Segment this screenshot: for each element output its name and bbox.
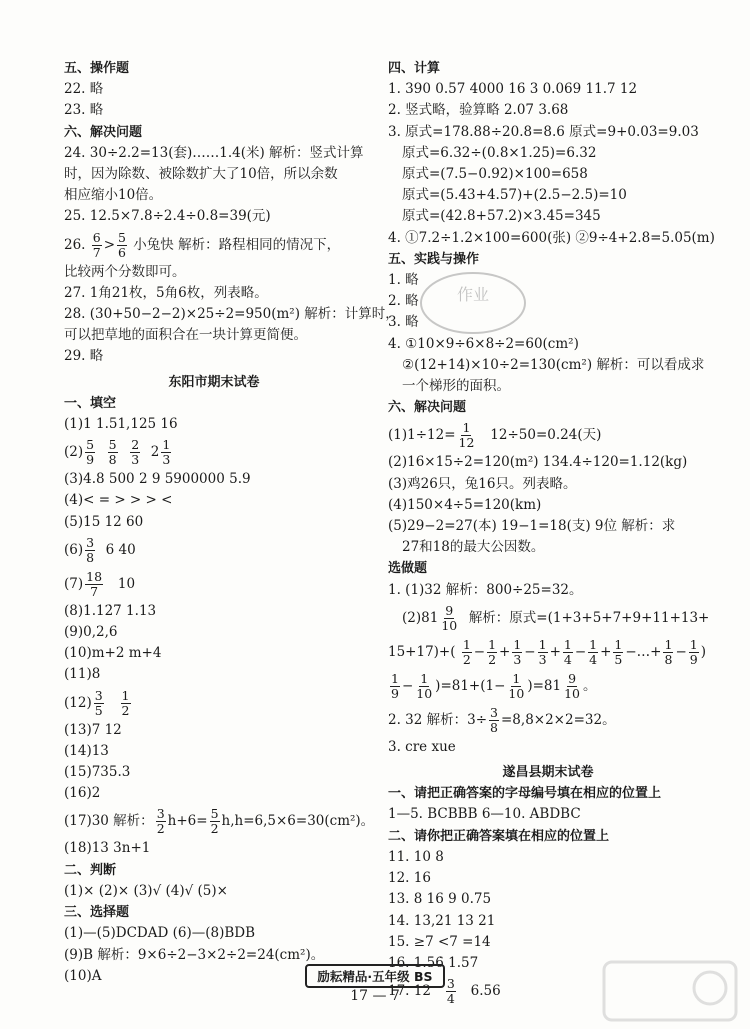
answer-line: (2)16×15÷2=120(m²) 134.4÷120=1.12(kg) <box>388 454 688 471</box>
section-title: 一、请把正确答案的字母编号填在相应的位置上 <box>388 786 662 802</box>
answer-line: 4. ①7.2÷1.2×100=600(张) ②9÷4+2.8=5.05(m) <box>388 229 715 246</box>
operator: − <box>675 643 687 660</box>
answer-line: 原式=(7.5−0.92)×100=658 <box>402 166 588 183</box>
fraction: $\frac{1}{5}$ <box>614 636 623 667</box>
fraction: $\frac{5}{6}$ <box>118 229 126 260</box>
answer-line: (1)1 1.51,125 16 <box>64 416 178 433</box>
exam-title: 遂昌县期末试卷 <box>502 765 594 781</box>
svg-text:作业: 作业 <box>456 285 490 304</box>
answer-line: 1—5. BCBBB 6—10. ABDBC <box>388 806 581 823</box>
section-title: 四、计算 <box>388 61 441 76</box>
answer-line: 3. cre xue <box>388 738 456 755</box>
answer-line: (4)< = > > > < <box>64 492 173 509</box>
section-title: 一、填空 <box>64 395 117 411</box>
answer-line: 3. 略 <box>388 314 419 331</box>
answer-line: 原式=(5.43+4.57)+(2.5−2.5)=10 <box>402 187 627 204</box>
homework-stamp-icon <box>418 268 528 338</box>
answer-line: 23. 略 <box>64 102 104 119</box>
answer-line: (1)—(5)DCDAD (6)—(8)BDB <box>64 925 255 942</box>
answer-line: 一个梯形的面积。 <box>402 378 510 395</box>
answer-line: 16. 1.56̇ 1.57 <box>388 954 479 971</box>
section-title: 三、选择题 <box>64 905 130 921</box>
answer-line: (1)1÷12= $\frac{1}{12}$ 12÷50=0.24(天) <box>388 420 602 451</box>
answer-line: 22. 略 <box>64 81 104 98</box>
answer-line: (9)B 解析：9×6÷2−3×2÷2=24(cm²)。 <box>64 946 325 963</box>
answer-line: 29. 略 <box>64 348 104 365</box>
answer-line: ②(12+14)×10÷2=130(cm²) 解析：可以看成求 <box>402 356 705 373</box>
fraction: $\frac{1}{4}$ <box>563 636 572 667</box>
answer-line: (16)2 <box>64 785 101 802</box>
exam-title: 东阳市期末试卷 <box>168 374 260 390</box>
answer-line: (4)150×4÷5=120(km) <box>388 496 542 513</box>
section-title: 选做题 <box>388 561 428 577</box>
answer-line: (8)1.12̇7̇ 1.13 <box>64 602 157 619</box>
answer-line: 26. $\frac{6}{7}$ > $\frac{5}{6}$ 小兔快 解析：路程相同的情况下， <box>64 229 341 260</box>
operator: −…+ <box>625 643 662 660</box>
section-title: 二、判断 <box>64 862 117 878</box>
answer-line: (5)29−2=27(本) 19−1=18(支) 9位 解析：求 <box>388 518 676 535</box>
answer-line: (6) $\frac{3}{8}$ 6 40 <box>64 534 136 565</box>
page-number: 17 — 7 <box>350 988 400 1004</box>
answer-line: (14)13 <box>64 742 109 759</box>
fraction: $\frac{1}{2}$ <box>488 636 497 667</box>
section-title: 六、解决问题 <box>64 124 143 140</box>
answer-line: 15+17)+( $\frac{1}{2}$ − $\frac{1}{2}$ + $\frac{1}{3}$ − $\frac{1}{3}$ + $\frac{1}{4}$ − $\frac{1}{4}$ + $\frac{1}{5}$ −…+ $\frac{1}{8}$ − $\frac{1}{9}$ ) <box>388 636 706 667</box>
answer-line: 27和18的最大公因数。 <box>402 539 545 556</box>
answer-line: 原式=6.32÷(0.8×1.25)=6.32 <box>402 144 597 161</box>
answer-line: 12. 16 <box>388 870 431 887</box>
answer-line: (10)m+2 m+4 <box>64 645 162 662</box>
answer-line: (3)4.8 500 2 9 5900000 5.9 <box>64 471 251 488</box>
answer-line: 2. 略 <box>388 293 419 310</box>
section-title: 六、解决问题 <box>388 400 467 416</box>
fraction: $\frac{1}{3}$ <box>538 636 547 667</box>
answer-line: 13. 8 16 9 0.75 <box>388 891 492 908</box>
answer-line: (5)15 12 60 <box>64 513 144 530</box>
footer-brand: 励耘精品·五年级 BS <box>0 964 750 988</box>
answer-line: (10)A <box>64 967 102 984</box>
answer-line: (7) $\frac{18}{7}$ 10 <box>64 568 136 599</box>
answer-line: (2)81 $\frac{9}{10}$ 解析：原式=(1+3+5+7+9+11+13+ <box>402 602 710 633</box>
fraction: $\frac{1}{9}$ <box>689 636 698 667</box>
fraction: $\frac{1}{4}$ <box>589 636 598 667</box>
answer-line: 4. ①10×9÷6×8÷2=60(cm²) <box>388 335 579 352</box>
operator: ) <box>700 643 706 660</box>
answer-line: 1. (1)32 解析：800÷25=32。 <box>388 581 583 598</box>
section-title: 二、请你把正确答案填在相应的位置上 <box>388 828 610 844</box>
answer-line: 2. 32 解析：3÷ $\frac{3}{8}$ =8,8×2×2=32。 <box>388 704 616 735</box>
section-title: 五、实践与操作 <box>388 251 480 267</box>
answer-line: 2. 竖式略，验算略 2.07 3.68 <box>388 102 569 119</box>
answer-line: 15. ≥7 <7 =14 <box>388 933 491 950</box>
answer-line: (1)× (2)× (3)√ (4)√ (5)× <box>64 882 228 899</box>
answer-line: 相应缩小10倍。 <box>64 187 163 204</box>
answer-line: 27. 1角21枚，5角6枚，列表略。 <box>64 284 268 301</box>
answer-line: 25. 12.5×7.8÷2.4÷0.8=39(元) <box>64 208 271 225</box>
answer-line: (9)0,2,6 <box>64 624 118 641</box>
operator: + <box>549 643 561 660</box>
answer-line: 3. 原式=178.88÷20.8=8.6 原式=9+0.03=9.03 <box>388 123 699 140</box>
answer-line: 比较两个分数即可。 <box>64 263 186 280</box>
fraction: $\frac{6}{7}$ <box>92 229 101 260</box>
answer-line: 1. 略 <box>388 272 419 289</box>
answer-line: (18)13 3n+1 <box>64 840 151 857</box>
operator: − <box>574 643 587 660</box>
operator: − <box>524 643 536 660</box>
answer-line: 原式=(42.8+57.2)×3.45=345 <box>402 208 601 225</box>
fraction: $\frac{1}{2}$ <box>462 636 471 667</box>
answer-line: 11. 10 8 <box>388 848 444 865</box>
answer-line: $\frac{1}{9}$ − $\frac{1}{10}$ )=81+(1− $\frac{1}{10}$ )=81 $\frac{9}{10}$ 。 <box>391 670 597 701</box>
answer-line: 可以把草地的面积合在一块计算更简便。 <box>64 327 307 344</box>
answer-line: 17. 12 $\frac{3}{4}$ 6.56 <box>388 976 501 1007</box>
answer-line: (15)735.3 <box>64 764 131 781</box>
answer-line: (17)30 解析： $\frac{3}{2}$ h+6= $\frac{5}{2}$ h,h=6,5×6=30(cm²)。 <box>64 806 375 837</box>
operator: + <box>499 643 511 660</box>
fraction: $\frac{1}{3}$ <box>513 636 522 667</box>
answer-line: (13)7 12 <box>64 721 122 738</box>
operator: + <box>600 643 612 660</box>
answer-line: 14. 13,21 13 21 <box>388 912 496 929</box>
answer-line: (12) $\frac{3}{5}$ $\frac{1}{2}$ <box>64 687 130 718</box>
answer-line: (2) $\frac{5}{9}$ $\frac{5}{8}$ $\frac{2}{3}$ 2 $\frac{1}{3}$ <box>64 437 171 468</box>
answer-line: 1. 390 0.57 4000 16 3 0.069 11.7 12 <box>388 81 638 98</box>
operator: − <box>473 643 486 660</box>
right-column <box>388 58 715 1008</box>
answer-line: (3)鸡26只，兔16只。列表略。 <box>388 475 577 492</box>
answer-line: 24. 30÷2.2=13(套)……1.4(米) 解析：竖式计算 <box>64 144 364 161</box>
fraction: $\frac{1}{8}$ <box>664 636 673 667</box>
answer-line: (11)8 <box>64 666 101 683</box>
watermark-logo-icon <box>600 958 740 1024</box>
answer-line: 28. (30+50−2−2)×25÷2=950(m²) 解析：计算时， <box>64 306 399 323</box>
section-title: 五、操作题 <box>64 61 130 76</box>
answer-line: 时，因为除数、被除数扩大了10倍，所以余数 <box>64 166 338 183</box>
